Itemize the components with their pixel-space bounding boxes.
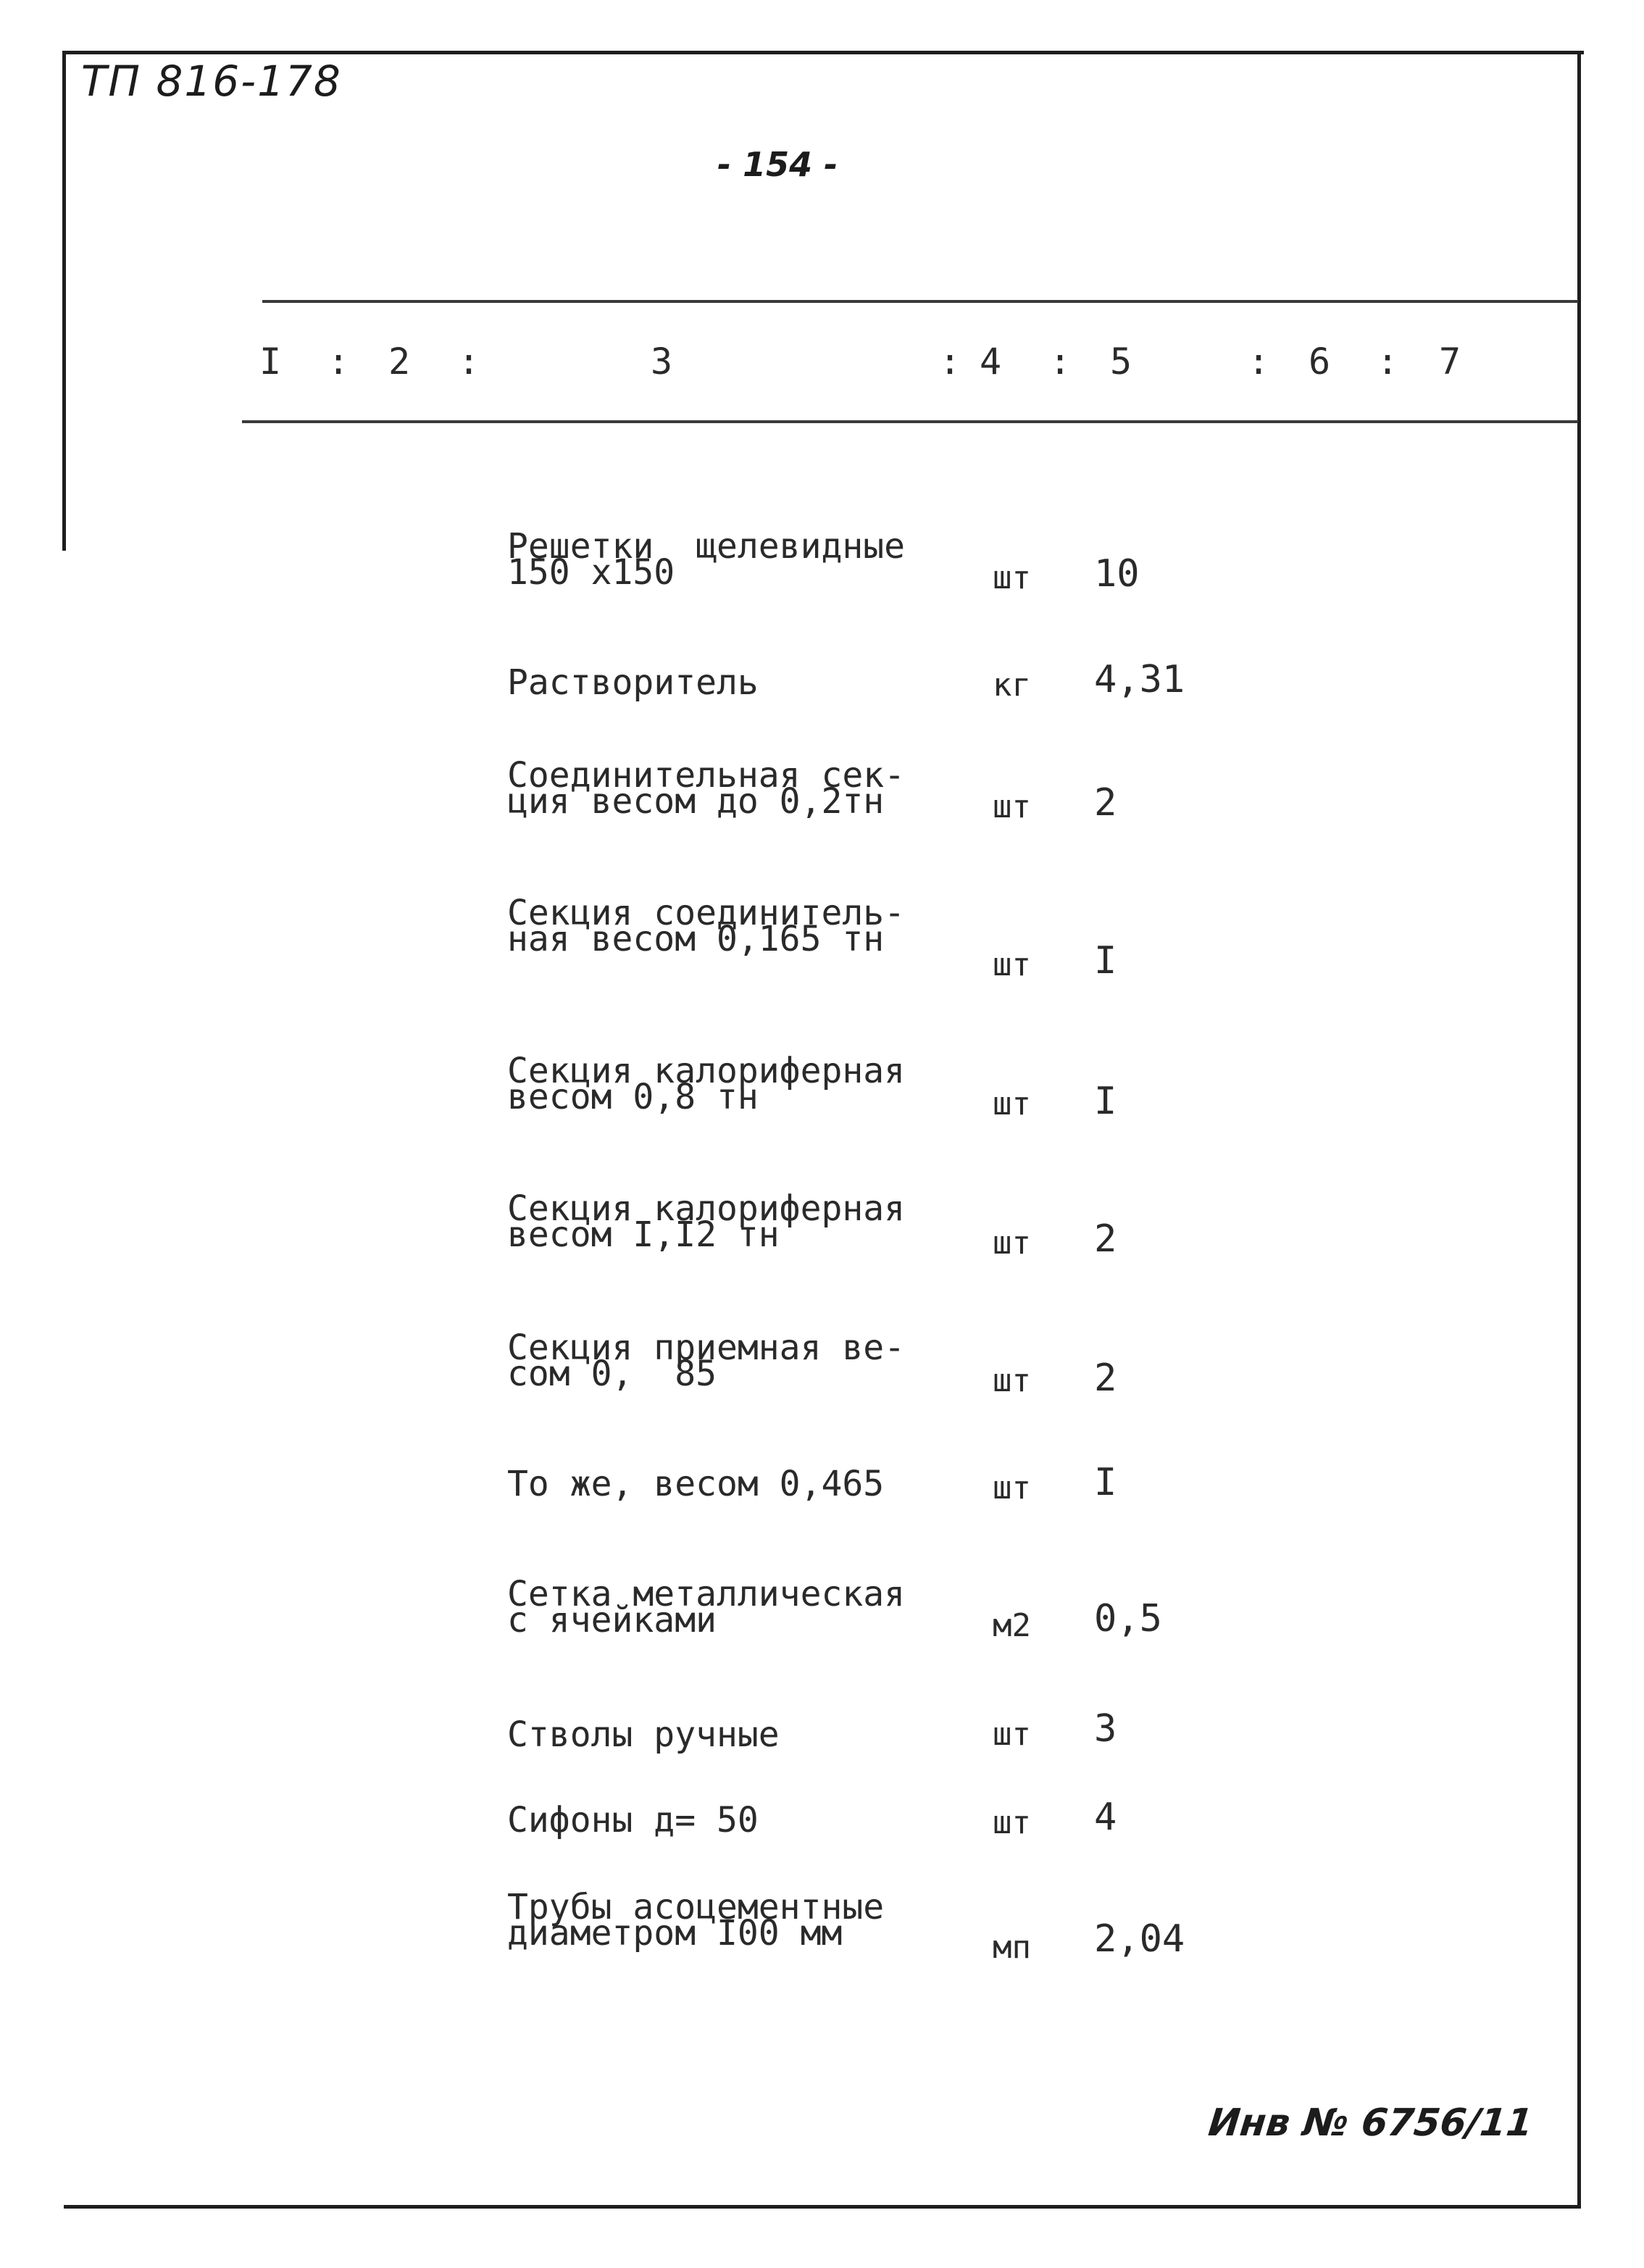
item-unit: шт [993,1085,1031,1122]
column-header-3: 3 [651,341,673,383]
item-name: Секция приемная ве- сом 0, 85 [507,1327,906,1394]
item-quantity: I [1094,1080,1117,1123]
item-quantity: 3 [1094,1707,1117,1751]
table-header-bottom-rule [242,420,1578,423]
item-unit: мп [993,1929,1031,1966]
item-name: Сетка металлическая с ячейками [507,1574,906,1640]
column-header-6: 6 [1309,341,1331,383]
item-name: Решетки щелевидные 150 х150 [507,526,906,593]
column-header-7: 7 [1439,341,1461,383]
document-code: ТП 816-178 [81,57,342,106]
frame-right-border [1577,51,1581,2207]
item-unit: шт [993,1469,1031,1506]
column-separator: : [939,341,961,383]
item-unit: шт [993,559,1031,596]
item-unit: шт [993,1225,1031,1262]
frame-left-border [62,51,66,551]
item-name: Секция калориферная весом I,I2 тн [507,1188,906,1255]
inventory-number-stamp: Инв № 6756/11 [1206,2101,1535,2145]
column-separator: : [458,341,480,383]
item-unit: шт [993,1804,1031,1841]
item-quantity: 10 [1094,552,1140,596]
column-separator: : [1049,341,1072,383]
table-header-top-rule [262,300,1578,303]
item-quantity: I [1094,939,1117,983]
column-header-1: I [259,341,282,383]
frame-bottom-border [64,2205,1581,2209]
item-quantity: 2,04 [1094,1917,1185,1961]
item-name: Соединительная сек- ция весом до 0,2тн [507,755,906,822]
item-quantity: 2 [1094,781,1117,825]
item-quantity: 4,31 [1094,658,1185,701]
item-name: То же, весом 0,465 [507,1464,885,1504]
item-quantity: 2 [1094,1356,1117,1400]
column-header-5: 5 [1110,341,1132,383]
frame-top-border [64,51,1584,54]
column-separator: : [1248,341,1270,383]
column-header-2: 2 [388,341,411,383]
column-separator: : [1377,341,1399,383]
page-number: - 154 - [717,145,838,184]
item-name: Трубы асоцементные диаметром I00 мм [507,1887,885,1954]
column-header-4: 4 [980,341,1002,383]
item-name: Секция соединитель- ная весом 0,165 тн [507,893,906,959]
item-unit: шт [993,1716,1031,1753]
item-quantity: 2 [1094,1217,1117,1261]
item-quantity: I [1094,1461,1117,1504]
item-unit: шт [993,1362,1031,1399]
item-name: Растворитель [507,662,759,703]
item-unit: м2 [993,1607,1031,1644]
item-unit: кг [993,667,1031,704]
item-quantity: 4 [1094,1796,1117,1839]
column-separator: : [327,341,350,383]
item-unit: шт [993,946,1031,983]
item-name: Сифоны д= 50 [507,1800,759,1840]
item-quantity: 0,5 [1094,1597,1162,1640]
item-name: Стволы ручные [507,1714,780,1755]
item-unit: шт [993,788,1031,825]
item-name: Секция калориферная весом 0,8 тн [507,1051,906,1117]
